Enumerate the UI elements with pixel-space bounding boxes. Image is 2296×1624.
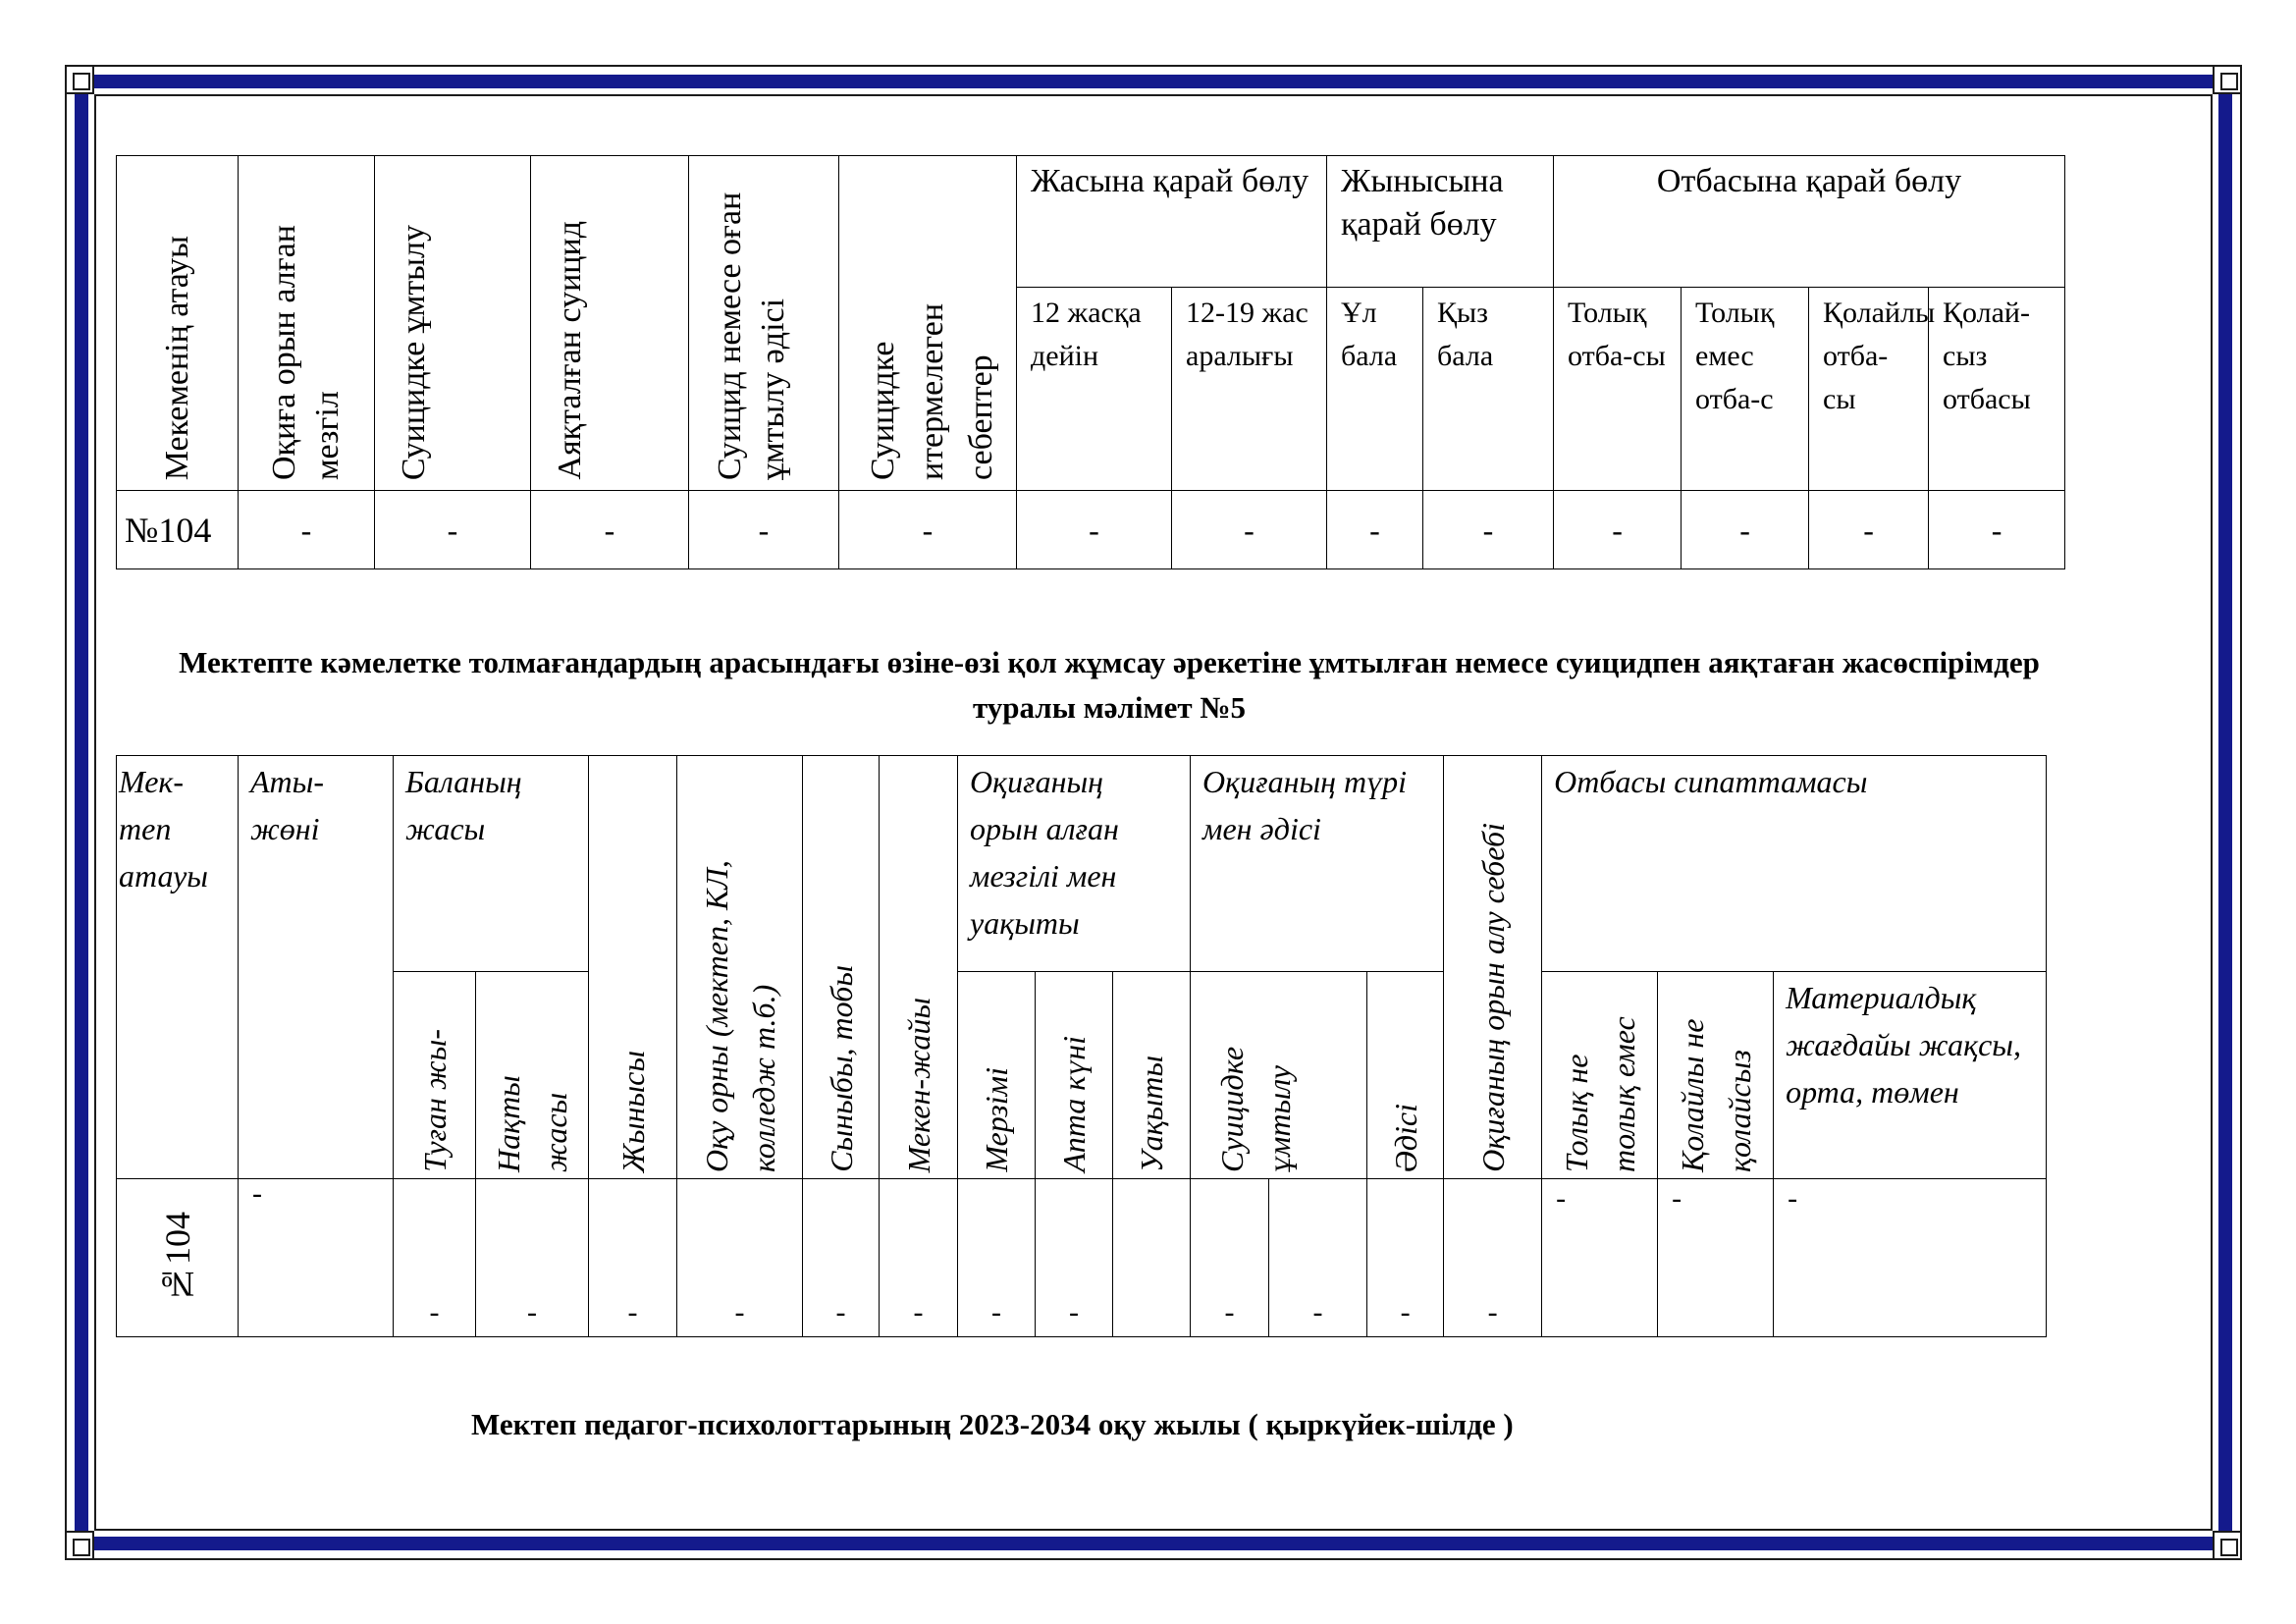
- header-school: Мек-теп атауы: [117, 756, 239, 1179]
- subheader-age-12-19: 12-19 жас аралығы: [1172, 288, 1327, 491]
- table-cell: -: [1036, 1179, 1113, 1337]
- table-cell: -: [1269, 1179, 1367, 1337]
- header-address: Мекен-жайы: [880, 756, 958, 1179]
- header-gender-group: Жынысына қарай бөлу: [1327, 156, 1554, 288]
- header-family: Отбасы сипаттамасы: [1542, 756, 2047, 972]
- incident-table: [116, 755, 2047, 1337]
- table-cell: -: [239, 1179, 394, 1337]
- header-reasons: Суицидке итермелеген себептер: [839, 156, 1017, 491]
- header-attempt: Суицидке ұмтылу: [375, 156, 531, 491]
- table-cell: -: [1554, 491, 1682, 569]
- table-cell: -: [1809, 491, 1929, 569]
- header-cause: Оқиғаның орын алу себебі: [1444, 756, 1542, 1179]
- header-completed: Аяқталған суицид: [531, 156, 689, 491]
- table-cell: -: [375, 491, 531, 569]
- header-complete: Толық не толық емес: [1542, 972, 1658, 1179]
- row-institution-name: №104: [117, 491, 239, 569]
- table-cell: -: [1017, 491, 1172, 569]
- header-weekday: Апта күні: [1036, 972, 1113, 1179]
- header-class: Сыныбы, тобы: [803, 756, 880, 1179]
- header-birth-year: Туған жы-: [394, 972, 476, 1179]
- table-cell: [1113, 1179, 1191, 1337]
- table-row: [117, 1179, 2047, 1337]
- table-cell: -: [1542, 1179, 1658, 1337]
- footer-title: Мектеп педагог-психологтарының 2023-2034 оқу жылы ( қыркүйек-шілде ): [471, 1407, 1514, 1441]
- table-cell: -: [880, 1179, 958, 1337]
- row-school-name: №104: [117, 1179, 239, 1337]
- table-cell: -: [1444, 1179, 1542, 1337]
- table-cell: -: [1367, 1179, 1444, 1337]
- table-cell: -: [677, 1179, 803, 1337]
- subheader-full-family: Толық отба-сы: [1554, 288, 1682, 491]
- table-cell: -: [839, 491, 1017, 569]
- header-exact-age: Нақты жасы: [476, 972, 589, 1179]
- header-favorable: Қолайлы не қолайсыз: [1658, 972, 1774, 1179]
- frame-corner-ornament: [2213, 1531, 2242, 1560]
- frame-corner-ornament: [2213, 65, 2242, 94]
- header-material: Материалдық жағдайы жақсы, орта, төмен: [1774, 972, 2047, 1179]
- header-method: Әдісі: [1367, 972, 1444, 1179]
- header-term: Мерзімі: [958, 972, 1036, 1179]
- subheader-boy: Ұл бала: [1327, 288, 1423, 491]
- table-cell: -: [1682, 491, 1809, 569]
- subheader-incomplete-family: Толық емес отба-с: [1682, 288, 1809, 491]
- header-institution: Мекеменің атауы: [117, 156, 239, 491]
- table-cell: -: [1423, 491, 1554, 569]
- table-cell: -: [803, 1179, 880, 1337]
- header-incident-time: Оқиғаның орын алған мезгілі мен уақыты: [958, 756, 1191, 972]
- table-cell: -: [476, 1179, 589, 1337]
- subheader-age-under12: 12 жасқа дейін: [1017, 288, 1172, 491]
- header-child-age: Баланың жасы: [394, 756, 589, 972]
- subheader-girl: Қыз бала: [1423, 288, 1554, 491]
- table-cell: -: [958, 1179, 1036, 1337]
- header-family-group: Отбасына қарай бөлу: [1554, 156, 2065, 288]
- table-cell: -: [1774, 1179, 2047, 1337]
- table-cell: -: [531, 491, 689, 569]
- table-cell: -: [394, 1179, 476, 1337]
- table-cell: -: [689, 491, 839, 569]
- section-title: Мектепте кәмелетке толмағандардың арасындағы өзіне-өзі қол жұмсау әрекетіне ұмтылған немесе суицидпен аяқтаған жасөспірімдер туралы мәлімет №5: [179, 645, 2040, 725]
- table-cell: -: [1172, 491, 1327, 569]
- header-incident-type: Оқиғаның түрі мен әдісі: [1191, 756, 1444, 972]
- frame-corner-ornament: [65, 65, 94, 94]
- table-cell: -: [1929, 491, 2065, 569]
- table-cell: -: [1658, 1179, 1774, 1337]
- table-cell: -: [239, 491, 375, 569]
- frame-corner-ornament: [65, 1531, 94, 1560]
- statistics-table: [116, 155, 2065, 569]
- header-gender: Жынысы: [589, 756, 677, 1179]
- header-time: Уақыты: [1113, 972, 1191, 1179]
- table-cell: -: [1327, 491, 1423, 569]
- header-age-group: Жасына қарай бөлу: [1017, 156, 1327, 288]
- header-time: Оқиға орын алған мезгіл: [239, 156, 375, 491]
- subheader-favorable-family: Қолайлы отба-сы: [1809, 288, 1929, 491]
- table-cell: -: [1191, 1179, 1269, 1337]
- table-cell: -: [589, 1179, 677, 1337]
- header-full-name: Аты-жөні: [239, 756, 394, 1179]
- header-study-place: Оқу орны (мектеп, КЛ, колледж т.б.): [677, 756, 803, 1179]
- header-attempt: Суицидке ұмтылу: [1191, 972, 1367, 1179]
- table-row: [117, 491, 2065, 569]
- subheader-unfavorable-family: Қолай-сыз отбасы: [1929, 288, 2065, 491]
- header-method: Суицид немесе оған ұмтылу әдісі: [689, 156, 839, 491]
